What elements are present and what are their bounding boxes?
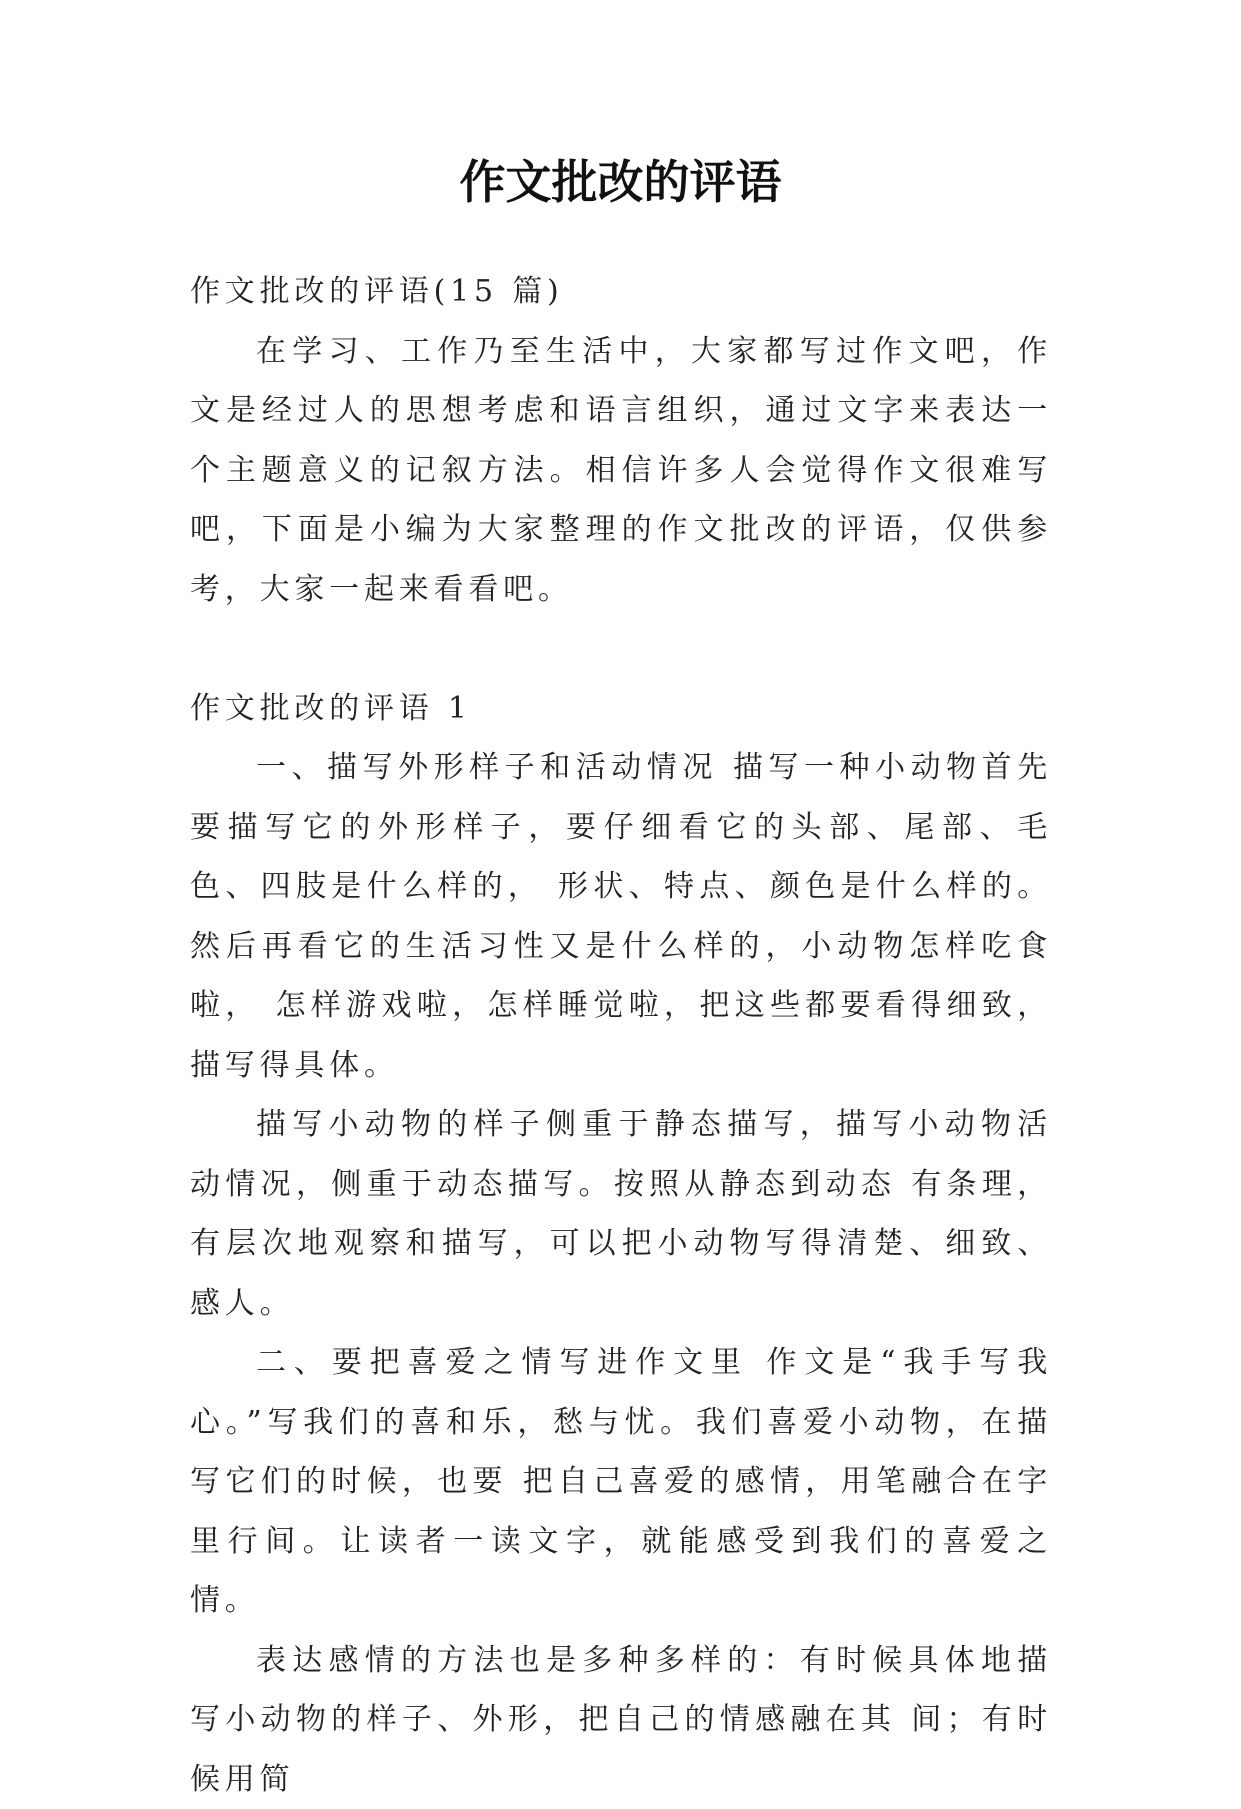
document-subtitle: 作文批改的评语(15 篇) <box>190 262 1052 322</box>
body-paragraph: 二、要把喜爱之情写进作文里 作文是“我手写我心。”写我们的喜和乐，愁与忧。我们喜爱小动物，在描写它们的时候，也要 把自己喜爱的感情，用笔融合在字里行间。让读者一读文字，就能感受到我们的喜爱之情。 <box>190 1333 1052 1631</box>
section-heading: 作文批改的评语 1 <box>190 679 1052 739</box>
document-body <box>190 262 1052 1809</box>
document-title: 作文批改的评语 <box>0 150 1241 214</box>
intro-paragraph: 在学习、工作乃至生活中，大家都写过作文吧，作文是经过人的思想考虑和语言组织，通过文字来表达一个主题意义的记叙方法。相信许多人会觉得作文很难写吧，下面是小编为大家整理的作文批改的评语，仅供参考，大家一起来看看吧。 <box>190 322 1052 620</box>
body-paragraph: 描写小动物的样子侧重于静态描写，描写小动物活动情况，侧重于动态描写。按照从静态到动态 有条理，有层次地观察和描写，可以把小动物写得清楚、细致、感人。 <box>190 1095 1052 1333</box>
body-paragraph: 表达感情的方法也是多种多样的：有时候具体地描写小动物的样子、外形，把自己的情感融在其 间；有时候用简 <box>190 1631 1052 1809</box>
body-paragraph: 一、描写外形样子和活动情况 描写一种小动物首先要描写它的外形样子，要仔细看它的头部、尾部、毛色、四肢是什么样的， 形状、特点、颜色是什么样的。然后再看它的生活习性又是什么样的，小动物怎样吃食啦， 怎样游戏啦，怎样睡觉啦，把这些都要看得细致，描写得具体。 <box>190 738 1052 1095</box>
